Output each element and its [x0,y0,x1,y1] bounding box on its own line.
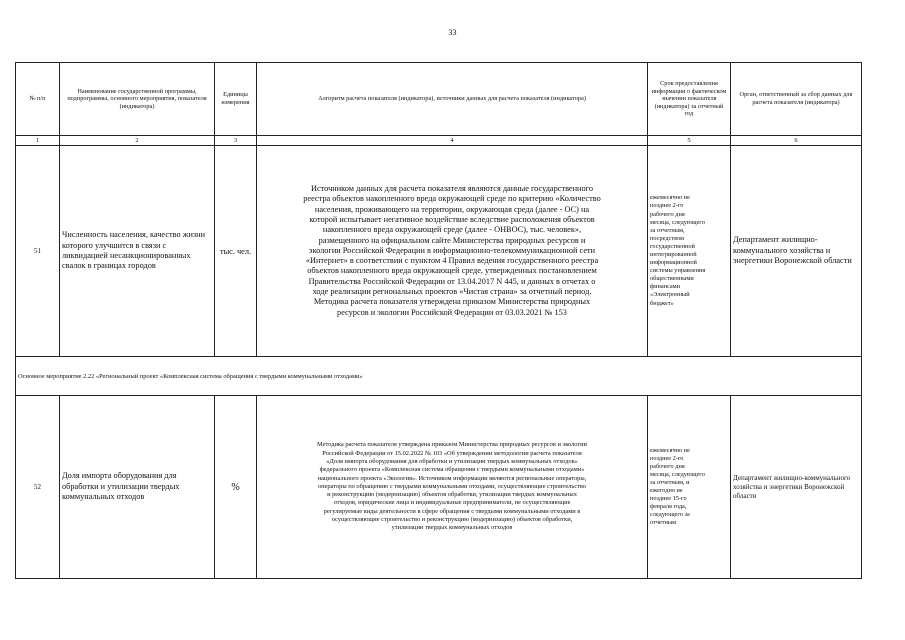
text-line: позднее 2-го [650,202,684,210]
text-line: общественными [650,275,694,283]
text-line: реестра объектов накопленного вреда окружающей среде по критерию «Количество [303,194,601,204]
text-line: национального проекта «Экология». Источником информации являются региональные операторы, [317,474,587,482]
header-unit: Единицы измерения [215,63,257,136]
text-line: отчетным [650,519,677,527]
text-line: и реконструкцию (модернизацию) объектов обработки, утилизации твердых коммунальных [327,491,577,499]
text-line: экологии Российской Федерации в информационно-телекоммуникационной сети [308,245,596,255]
section-row [16,357,862,396]
text-line: февраля года, [650,503,687,511]
indicator-name: Доля импорта оборудования для обработки и утилизации твердых коммунальных отходов [60,396,215,579]
column-number: 1 [16,136,60,146]
responsible-organ: Департамент жилищно-коммунального хозяйства и энергетики Воронежской области [731,396,862,579]
text-line: осуществляющие строительство и реконструкцию (модернизацию) объектов обработки, [331,516,573,524]
text-line: информационной [650,259,697,267]
text-line: размещенного на официальном сайте Министерства природных ресурсов и [318,235,586,245]
text-line: федерального проекта «Комплексная система обращения с твердыми коммунальными отходами» [319,466,585,474]
text-line: «Электронный [650,291,690,299]
row-index: 51 [16,146,60,357]
indicator-table [15,62,862,579]
text-line: ежемесячно не [650,194,690,202]
text-line: позднее 2-го [650,454,684,462]
indicator-name: Численность населения, качество жизни которого улучшится в связи с ликвидацией несанкционированных свалок в границах городов [60,146,215,357]
text-line: позднее 15-го [650,495,687,503]
text-line: за отчетным, [650,226,685,234]
table-header-row [16,63,862,136]
column-number: 2 [60,136,215,146]
section-title: Основное мероприятие 2.22 «Региональный проект «Комплексная система обращения с твердыми коммунальными отходами» [16,357,862,396]
header-number: № п/п [16,63,60,136]
text-line: Правительства Российской Федерации от 13.04.2017 N 445, и данных в отчетах о [308,276,596,286]
text-line: ежегодно не [650,487,683,494]
text-line: системы управления [650,267,706,275]
indicator-unit: тыс. чел. [215,146,257,357]
column-number: 4 [257,136,648,146]
text-line: которой испытывает негативное воздействие вследствие расположения объектов [309,214,595,224]
text-line: финансами [650,283,681,291]
table-row [16,396,862,579]
text-line: рабочего дня [650,462,685,470]
text-line: утилизации твердых коммунальных отходов [391,524,513,532]
text-line: ресурсов и экологии Российской Федерации от 03.03.2021 № 153 [337,307,567,317]
text-line: ежемесячно не [650,446,690,454]
header-name: Наименование государственной программы, подпрограммы, основного мероприятия, показателя (индикатора) [60,63,215,136]
table-row [16,146,862,357]
column-number-row [16,136,862,146]
text-line: объектов накопленного вреда окружающей среде, утвержденных постановлением [307,266,597,276]
text-line: месяца, следующего [650,470,705,478]
column-number: 5 [648,136,731,146]
reporting-term [648,146,731,357]
responsible-organ: Департамент жилищно-коммунального хозяйства и энергетики Воронежской области [731,146,862,357]
page-number: 33 [448,28,457,37]
text-line: «Интернет» в соответствии с пунктом 4 Правил ведения государственного реестра [305,256,599,266]
indicator-unit: % [215,396,257,579]
text-line: за отчетным, и [650,478,690,486]
column-number: 3 [215,136,257,146]
header-algorithm: Алгоритм расчета показателя (индикатора), источники данных для расчета показателя (индикатора) [257,63,648,136]
text-line: Источником данных для расчета показателя являются данные государственного [310,184,593,194]
text-line: интегрированной [650,251,697,258]
header-organ: Орган, ответственный за сбор данных для расчета показателя (индикатора) [731,63,862,136]
text-line: следующего за [650,511,690,519]
indicator-algorithm [257,146,648,357]
text-line: регулируемые виды деятельности в сфере обращения с твердыми коммунальными отходами в [323,507,581,515]
header-term: Срок предоставления информации о фактическом значении показателя (индикатора) за отчетный год [648,63,731,136]
text-line: Методика расчета показателя утверждена приказом Министерства природных [313,297,591,307]
row-index: 52 [16,396,60,579]
text-line: государственной [650,242,695,250]
text-line: операторы по обращению с твердыми коммунальными отходами, осуществляющие строительство [317,482,587,490]
text-line: Методика расчета показателя утверждена приказом Министерства природных ресурсов и экологии [317,441,587,449]
text-line: «Доля импорта оборудования для обработки и утилизации твердых коммунальных отходов» [326,457,578,465]
text-line: месяца, следующего [650,218,705,226]
reporting-term [648,396,731,579]
text-line: отходов, юридические лица и индивидуальные предприниматели, не осуществляющие [333,499,571,507]
text-line: ходе реализации региональных проектов «Чистая страна» за отчетный период. [312,287,592,297]
text-line: Российской Федерации от 15.02.2022 № 103 «Об утверждении методологии расчета показателя [322,449,582,457]
column-number: 6 [731,136,862,146]
text-line: рабочего дня [650,210,685,218]
indicator-algorithm [257,396,648,579]
text-line: посредством [650,234,685,242]
text-line: накопленного вреда окружающей среде (далее - ОНВОС), тыс. человек», [322,225,582,235]
text-line: населения, проживающего на территории, окружающая среда (далее - ОС) на [314,204,590,214]
text-line: бюджет» [650,299,674,307]
